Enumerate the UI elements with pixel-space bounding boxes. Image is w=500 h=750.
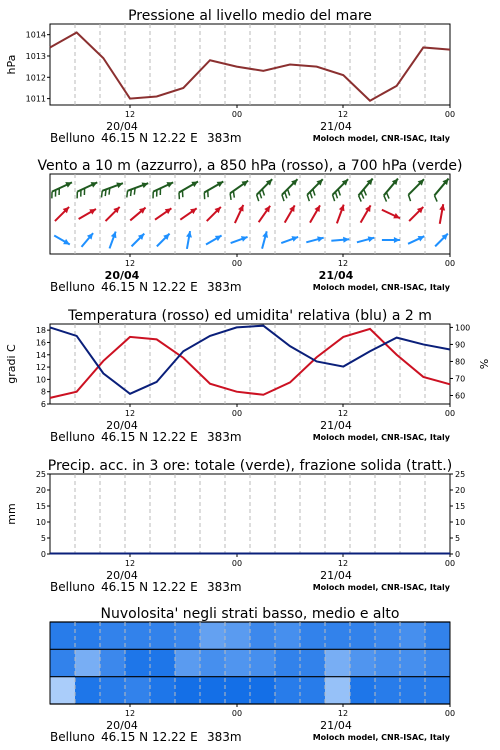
wind-arrow-850hPa xyxy=(106,207,120,221)
cloud-cell-alto xyxy=(325,622,351,650)
wind-feather xyxy=(310,192,312,198)
date-label: 20/04 xyxy=(106,419,138,432)
y2-tick-label: 10 xyxy=(455,518,466,527)
time-tick-label: 00 xyxy=(231,110,243,119)
cloud-cell-alto xyxy=(275,622,301,650)
plot-frame-2 xyxy=(50,324,450,404)
wind-feather xyxy=(338,189,340,195)
wind-arrow-10m xyxy=(82,233,94,247)
wind-feather xyxy=(285,192,287,198)
wind-arrow-10m xyxy=(382,237,400,243)
y-tick-label: 10 xyxy=(35,375,46,385)
y2-tick-label: 90 xyxy=(455,340,466,350)
wind-feather xyxy=(127,191,128,198)
cloud-cell-basso xyxy=(425,677,451,705)
date-label: 21/04 xyxy=(320,419,352,432)
location-name: Belluno xyxy=(50,580,95,594)
y-tick-label: 1013 xyxy=(25,51,46,61)
wind-arrow-700hPa xyxy=(282,179,298,201)
cloud-cell-alto xyxy=(300,622,326,650)
wind-arrow-10m xyxy=(408,236,424,244)
y-tick-label: 14 xyxy=(35,350,46,360)
wind-feather xyxy=(105,189,106,196)
y2-axis-label: % xyxy=(478,358,491,370)
y2-tick-label: 0 xyxy=(455,550,461,559)
chart-title: Vento a 10 m (azzurro), a 850 hPa (rosso), a 700 hPa (verde) xyxy=(37,158,463,174)
time-tick-label: 12 xyxy=(124,409,136,418)
chart-title: Precip. acc. in 3 ore: totale (verde), frazione solida (tratt.) xyxy=(47,458,453,474)
cloud-cell-alto xyxy=(175,622,201,650)
cloud-cell-medio xyxy=(275,649,301,677)
cloud-cell-alto xyxy=(425,622,451,650)
wind-feather xyxy=(384,195,387,201)
cloud-cell-alto xyxy=(75,622,101,650)
cloud-cell-basso xyxy=(150,677,176,705)
y-axis-label: mm xyxy=(5,503,18,525)
y-tick-label: 25 xyxy=(35,470,46,479)
plot-frame-0 xyxy=(50,24,450,105)
date-label: 21/04 xyxy=(318,269,354,282)
location-elevation: 383m xyxy=(207,730,242,744)
y2-tick-label: 80 xyxy=(455,357,466,367)
wind-feather xyxy=(131,189,132,196)
wind-arrow-700hPa xyxy=(179,182,198,200)
location-name: Belluno xyxy=(50,131,95,145)
time-tick-label: 00 xyxy=(444,559,456,568)
chart-title: Temperatura (rosso) ed umidita' relativa (blu) a 2 m xyxy=(68,308,432,324)
wind-arrow-850hPa xyxy=(79,209,96,219)
wind-feather xyxy=(361,192,364,198)
wind-arrow-700hPa xyxy=(359,179,373,202)
wind-arrow-700hPa xyxy=(204,182,223,200)
cloud-cell-basso xyxy=(400,677,426,705)
wind-arrow-700hPa xyxy=(257,179,273,201)
wind-arrow-700hPa xyxy=(52,182,72,198)
date-label: 20/04 xyxy=(106,120,138,133)
cloud-cell-alto xyxy=(225,622,251,650)
y2-tick-label: 60 xyxy=(455,391,466,401)
wind-arrow-850hPa xyxy=(155,208,171,219)
cloud-cell-alto xyxy=(350,622,376,650)
y-tick-label: 1014 xyxy=(25,30,46,40)
wind-arrow-850hPa xyxy=(409,207,423,221)
location-coords: 46.15 N 12.22 E xyxy=(101,430,198,444)
cloud-cell-basso xyxy=(375,677,401,705)
wind-feather xyxy=(109,188,110,195)
cloud-cell-basso xyxy=(200,677,226,705)
wind-feather xyxy=(359,195,362,201)
cloud-cell-basso xyxy=(125,677,151,705)
wind-arrow-700hPa xyxy=(127,182,148,197)
time-tick-label: 00 xyxy=(444,259,456,268)
cloud-cell-basso xyxy=(175,677,201,705)
cloud-cell-alto xyxy=(375,622,401,650)
cloud-cell-basso xyxy=(50,677,76,705)
wind-feather xyxy=(233,191,234,198)
wind-feather xyxy=(101,191,102,198)
wind-head xyxy=(343,237,349,243)
cloud-cell-medio xyxy=(225,649,251,677)
wind-arrow-10m xyxy=(110,232,117,249)
wind-feather xyxy=(364,189,367,195)
wind-arrow-850hPa xyxy=(235,205,244,223)
wind-arrow-10m xyxy=(54,236,70,245)
y-tick-label: 5 xyxy=(40,534,46,543)
wind-feather xyxy=(134,188,135,195)
date-label: 20/04 xyxy=(106,719,138,732)
wind-feather xyxy=(282,195,284,201)
wind-arrow-700hPa xyxy=(153,182,173,198)
y2-tick-label: 100 xyxy=(455,323,471,333)
cloud-cell-basso xyxy=(100,677,126,705)
wind-arrow-700hPa xyxy=(384,179,398,202)
y-tick-label: 8 xyxy=(40,387,46,397)
y-tick-label: 10 xyxy=(35,518,46,527)
time-tick-label: 12 xyxy=(124,709,136,718)
y-tick-label: 20 xyxy=(35,486,46,495)
wind-arrow-10m xyxy=(435,234,448,247)
wind-arrow-700hPa xyxy=(333,179,349,201)
time-tick-label: 00 xyxy=(444,110,456,119)
time-tick-label: 12 xyxy=(337,559,349,568)
time-tick-label: 12 xyxy=(337,110,349,119)
time-tick-label: 00 xyxy=(231,709,243,718)
cloud-cell-medio xyxy=(50,649,76,677)
wind-arrow-850hPa xyxy=(439,204,445,224)
wind-arrow-850hPa xyxy=(337,205,345,224)
time-tick-label: 00 xyxy=(231,409,243,418)
wind-arrow-850hPa xyxy=(310,205,320,222)
wind-feather xyxy=(408,195,410,201)
y-tick-label: 15 xyxy=(35,502,46,511)
location-elevation: 383m xyxy=(207,580,242,594)
time-tick-label: 12 xyxy=(337,259,349,268)
wind-arrow-10m xyxy=(186,231,192,249)
y-tick-label: 6 xyxy=(40,400,46,409)
cloud-cell-medio xyxy=(200,649,226,677)
wind-feather xyxy=(257,195,259,201)
wind-arrow-10m xyxy=(206,236,222,245)
wind-feather xyxy=(307,195,309,201)
y-tick-label: 1012 xyxy=(25,73,46,83)
cloud-cell-alto xyxy=(250,622,276,650)
model-credit: Moloch model, CNR-ISAC, Italy xyxy=(312,433,450,442)
location-coords: 46.15 N 12.22 E xyxy=(101,580,198,594)
cloud-cell-alto xyxy=(50,622,76,650)
cloud-cell-alto xyxy=(200,622,226,650)
model-credit: Moloch model, CNR-ISAC, Italy xyxy=(312,733,450,742)
cloud-cell-basso xyxy=(225,677,251,705)
date-label: 21/04 xyxy=(320,569,352,582)
cloud-cell-basso xyxy=(300,677,326,705)
wind-arrow-700hPa xyxy=(101,182,122,197)
wind-feather xyxy=(434,195,437,201)
location-name: Belluno xyxy=(50,730,95,744)
time-tick-label: 00 xyxy=(444,709,456,718)
y-axis-label: gradi C xyxy=(5,344,18,384)
model-credit: Moloch model, CNR-ISAC, Italy xyxy=(312,283,450,292)
wind-arrow-10m xyxy=(132,234,145,247)
date-label: 21/04 xyxy=(320,719,352,732)
cloud-cell-basso xyxy=(250,677,276,705)
cloud-cell-medio xyxy=(325,649,351,677)
model-credit: Moloch model, CNR-ISAC, Italy xyxy=(312,134,450,143)
wind-arrow-700hPa xyxy=(434,179,448,202)
cloud-cell-medio xyxy=(425,649,451,677)
y-tick-label: 12 xyxy=(35,363,46,373)
wind-arrow-850hPa xyxy=(130,208,145,221)
time-tick-label: 00 xyxy=(444,409,456,418)
wind-arrow-10m xyxy=(357,236,374,242)
wind-arrow-850hPa xyxy=(361,205,371,222)
wind-arrow-700hPa xyxy=(408,179,424,201)
cloud-cell-basso xyxy=(350,677,376,705)
chart-title: Nuvolosita' negli strati basso, medio e alto xyxy=(100,606,400,622)
wind-head xyxy=(394,237,400,243)
wind-arrow-850hPa xyxy=(207,207,221,221)
cloud-cell-medio xyxy=(400,649,426,677)
location-elevation: 383m xyxy=(207,430,242,444)
wind-feather xyxy=(313,189,315,195)
cloud-cell-medio xyxy=(250,649,276,677)
date-label: 20/04 xyxy=(106,569,138,582)
y-tick-label: 18 xyxy=(35,326,46,336)
chart-title: Pressione al livello medio del mare xyxy=(128,8,372,24)
y2-tick-label: 5 xyxy=(455,534,461,543)
wind-arrow-850hPa xyxy=(285,205,295,222)
location-elevation: 383m xyxy=(207,280,242,294)
wind-feather xyxy=(333,195,335,201)
wind-arrow-700hPa xyxy=(77,182,97,198)
wind-arrow-850hPa xyxy=(259,206,270,222)
cloud-cell-basso xyxy=(275,677,301,705)
cloud-cell-basso xyxy=(75,677,101,705)
y-tick-label: 1011 xyxy=(25,94,46,104)
wind-arrow-850hPa xyxy=(180,208,196,219)
wind-arrow-10m xyxy=(306,236,323,242)
cloud-cell-medio xyxy=(375,649,401,677)
time-tick-label: 12 xyxy=(337,409,349,418)
cloud-cell-medio xyxy=(125,649,151,677)
time-tick-label: 12 xyxy=(337,709,349,718)
wind-arrow-700hPa xyxy=(307,179,323,201)
wind-feather xyxy=(262,189,264,195)
date-label: 21/04 xyxy=(320,120,352,133)
cloud-cell-medio xyxy=(150,649,176,677)
location-coords: 46.15 N 12.22 E xyxy=(101,280,198,294)
wind-arrow-10m xyxy=(262,231,268,248)
wind-arrow-10m xyxy=(331,237,349,243)
cloud-cell-medio xyxy=(350,649,376,677)
wind-feather xyxy=(288,189,290,195)
wind-arrow-10m xyxy=(231,236,248,243)
wind-arrow-10m xyxy=(281,236,298,243)
time-tick-label: 12 xyxy=(124,110,136,119)
wind-arrow-700hPa xyxy=(230,181,248,200)
wind-feather xyxy=(230,193,231,200)
cloud-cell-alto xyxy=(400,622,426,650)
cloud-cell-medio xyxy=(300,649,326,677)
time-tick-label: 00 xyxy=(231,259,243,268)
location-name: Belluno xyxy=(50,280,95,294)
cloud-cell-alto xyxy=(150,622,176,650)
cloud-cell-medio xyxy=(175,649,201,677)
time-tick-label: 00 xyxy=(231,559,243,568)
cloud-cell-alto xyxy=(100,622,126,650)
plot-frame-3 xyxy=(50,474,450,554)
wind-arrow-850hPa xyxy=(382,210,400,219)
wind-arrow-850hPa xyxy=(55,207,69,221)
y-tick-label: 0 xyxy=(40,550,46,559)
location-name: Belluno xyxy=(50,430,95,444)
location-coords: 46.15 N 12.22 E xyxy=(101,131,198,145)
y2-tick-label: 15 xyxy=(455,502,466,511)
date-label: 20/04 xyxy=(104,269,140,282)
wind-feather xyxy=(386,192,389,198)
cloud-cell-alto xyxy=(125,622,151,650)
cloud-cell-basso xyxy=(325,677,351,705)
model-credit: Moloch model, CNR-ISAC, Italy xyxy=(312,583,450,592)
location-coords: 46.15 N 12.22 E xyxy=(101,730,198,744)
y2-tick-label: 70 xyxy=(455,374,466,384)
cloud-cell-medio xyxy=(100,649,126,677)
y2-tick-label: 25 xyxy=(455,470,466,479)
time-tick-label: 12 xyxy=(124,259,136,268)
time-tick-label: 12 xyxy=(124,559,136,568)
wind-arrow-10m xyxy=(157,234,170,247)
cloud-cell-medio xyxy=(75,649,101,677)
location-elevation: 383m xyxy=(207,131,242,145)
y2-tick-label: 20 xyxy=(455,486,466,495)
y-tick-label: 16 xyxy=(35,338,46,348)
wind-feather xyxy=(335,192,337,198)
wind-feather xyxy=(259,192,261,198)
y-axis-label: hPa xyxy=(5,54,18,75)
